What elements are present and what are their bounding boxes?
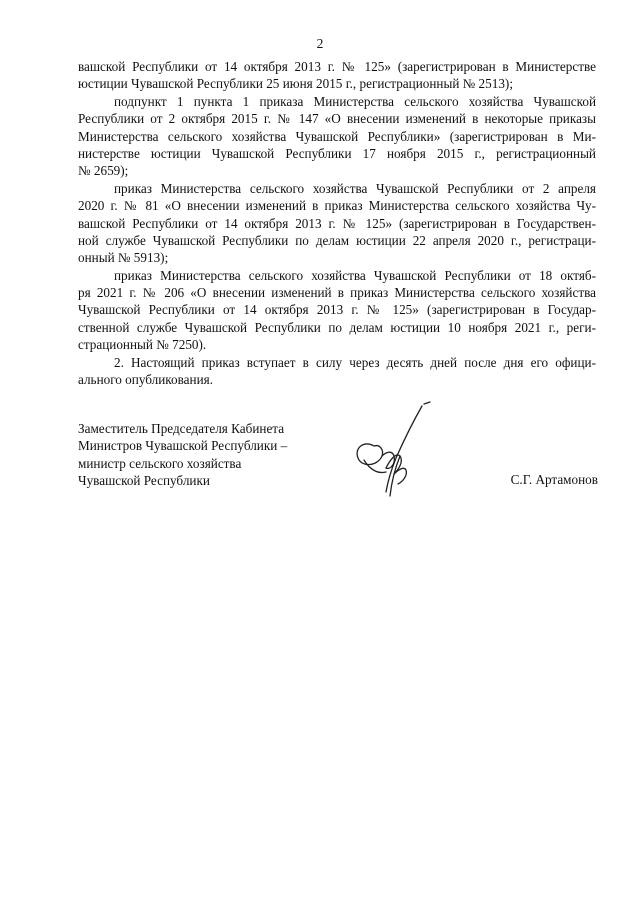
- text-line: 2. Настоящий приказ вступает в силу через десять дней после дня его офици-: [114, 354, 596, 370]
- text-line: № 2659);: [78, 163, 129, 179]
- document-body: [78, 58, 596, 388]
- handwritten-signature-icon: [334, 400, 444, 500]
- signer-title-line: Заместитель Председателя Кабинета: [78, 421, 285, 436]
- paragraph: [78, 58, 596, 93]
- text-line: 2020 г. № 81 «О внесении изменений в приказ Министерства сельского хозяйства Чу-: [78, 198, 596, 214]
- paragraph: [78, 267, 596, 354]
- text-line: приказ Министерства сельского хозяйства Чувашской Республики от 2 апреля: [114, 180, 596, 196]
- page-number: 2: [316, 36, 324, 51]
- text-line: нистерстве юстиции Чувашской Республики 17 ноября 2015 г., регистрационный: [78, 145, 596, 161]
- text-line: ственной службе Чувашской Республики по делам юстиции 10 ноября 2021 г., реги-: [78, 319, 596, 335]
- text-line: ального опубликования.: [78, 372, 213, 388]
- paragraph: [78, 93, 596, 180]
- signature-block: [78, 420, 598, 510]
- text-line: вашской Республики от 14 октября 2013 г. № 125» (зарегистрирован в Министерстве: [78, 59, 596, 74]
- signer-name: С.Г. Артамонов: [510, 472, 598, 487]
- signer-title-line: министр сельского хозяйства: [78, 455, 242, 471]
- text-line: Министерства сельского хозяйства Чувашской Республики» (зарегистрирован в Ми-: [78, 128, 596, 144]
- paragraph: [78, 180, 596, 267]
- paragraph: [78, 354, 596, 389]
- text-line: Республики от 2 октября 2015 г. № 147 «О внесении изменений в некоторые приказы: [78, 111, 596, 127]
- signer-title-line: Чувашской Республики: [78, 473, 210, 489]
- signer-title-line: Министров Чувашской Республики –: [78, 438, 288, 454]
- text-line: подпункт 1 пункта 1 приказа Министерства сельского хозяйства Чувашской: [114, 93, 596, 109]
- text-line: юстиции Чувашской Республики 25 июня 2015 г., регистрационный № 2513);: [78, 76, 513, 92]
- text-line: ря 2021 г. № 206 «О внесении изменений в приказ Министерства сельского хозяйства: [78, 285, 596, 301]
- text-line: страционный № 7250).: [78, 337, 207, 353]
- text-line: Чувашской Республики от 14 октября 2013 г. № 125» (зарегистрирован в Государ-: [78, 302, 596, 318]
- text-line: приказ Министерства сельского хозяйства Чувашской Республики от 18 октяб-: [114, 267, 596, 283]
- text-line: онный № 5913);: [78, 250, 169, 266]
- text-line: вашской Республики от 14 октября 2013 г. № 125» (зарегистрирован в Государствен-: [78, 215, 596, 231]
- text-line: ной службе Чувашской Республики по делам юстиции 22 апреля 2020 г., регистраци-: [78, 232, 596, 248]
